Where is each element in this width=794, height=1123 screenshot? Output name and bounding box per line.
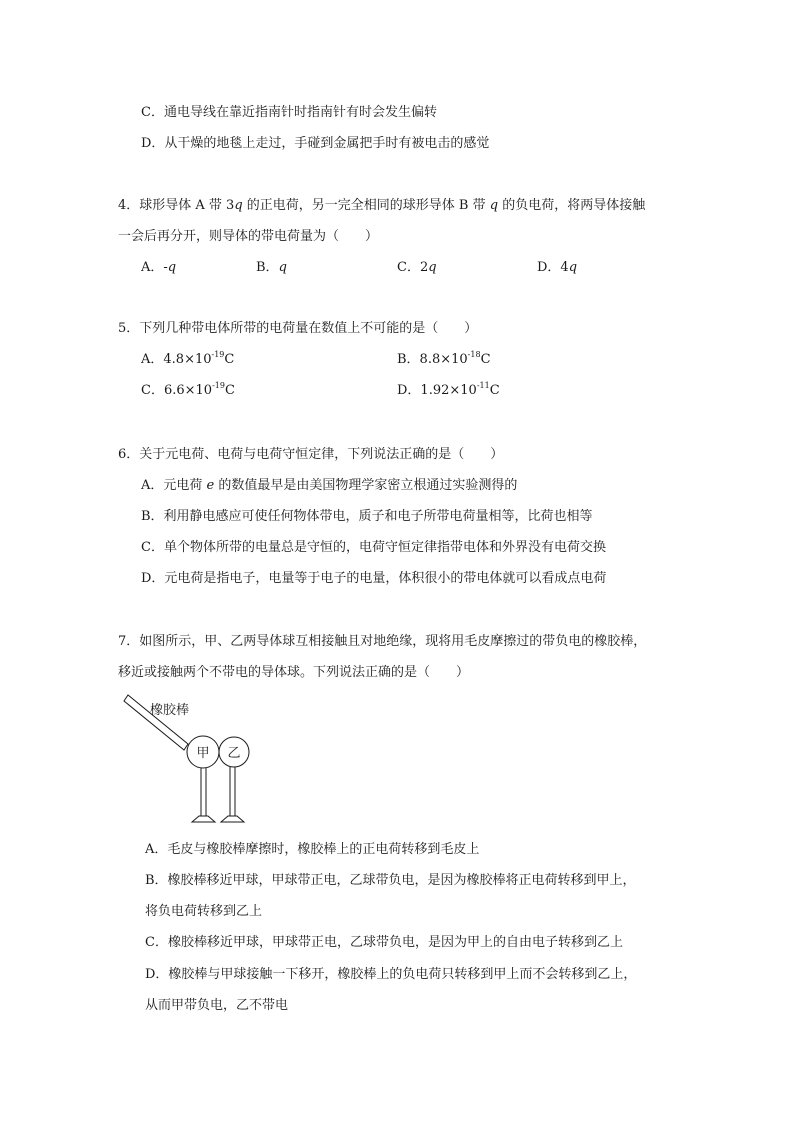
q6-option-b: B．利用静电感应可使任何物体带电，质子和电子所带电荷量相等，比荷也相等 [141, 509, 593, 524]
q7-option-d-line1: D．橡胶棒与甲球接触一下移开，橡胶棒上的负电荷只转移到甲上而不会转移到乙上， [145, 967, 637, 982]
q4-option-c: C．2q [397, 260, 437, 275]
ball-jia-label: 甲 [196, 746, 210, 761]
q7-stem-line2: 移近或接触两个不带电的导体球。下列说法正确的是（ ） [118, 665, 470, 680]
q4-stem-line1: 4．球形导体 A 带 3q 的正电荷，另一完全相同的球形导体 B 带 q 的负电荷，将两导体接触 [118, 198, 646, 213]
stand-base-yi [221, 816, 244, 822]
q6-stem: 6．关于元电荷、电荷与电荷守恒定律，下列说法正确的是（ ） [118, 447, 504, 462]
q3-option-d: D．从干燥的地毯上走过，手碰到金属把手时有被电击的感觉 [141, 136, 490, 151]
stand-base-jia [192, 816, 215, 822]
q7-option-d-line2: 从而甲带负电，乙不带电 [145, 998, 289, 1013]
q6-option-a: A．元电荷 e 的数值最早是由美国物理学家密立根通过实验测得的 [141, 478, 518, 493]
rod-label: 橡胶棒 [150, 703, 190, 718]
q4-option-b: B．q [256, 260, 287, 275]
q7-option-b-line2: 将负电荷转移到乙上 [145, 904, 263, 919]
q4-stem-line2: 一会后再分开，则导体的带电荷量为（ ） [118, 229, 379, 244]
q6-option-d: D．元电荷是指电子，电量等于电子的电量，体积很小的带电体就可以看成点电荷 [141, 571, 607, 586]
q5-option-b: B．$8.8\times 10^{-18}C$ [397, 349, 491, 367]
q6-option-c: C．单个物体所带的电量总是守恒的，电荷守恒定律指带电体和外界没有电荷交换 [141, 540, 606, 555]
q4-option-d: D．4q [537, 260, 578, 275]
rubber-rod-figure [118, 692, 268, 830]
q7-option-c: C．橡胶棒移近甲球，甲球带正电，乙球带负电，是因为甲上的自由电子转移到乙上 [145, 935, 623, 950]
q4-option-a: A．-q [141, 260, 177, 275]
q7-stem-line1: 7．如图所示，甲、乙两导体球互相接触且对地绝缘，现将用毛皮摩擦过的带负电的橡胶棒， [118, 634, 647, 649]
q7-option-a: A．毛皮与橡胶棒摩擦时，橡胶棒上的正电荷转移到毛皮上 [145, 842, 480, 857]
q5-option-a: A．$4.8\times 10^{-19}C$ [141, 349, 235, 367]
q5-stem: 5．下列几种带电体所带的电荷量在数值上不可能的是（ ） [118, 321, 478, 336]
ball-yi-label: 乙 [227, 746, 241, 761]
q7-option-b-line1: B．橡胶棒移近甲球，甲球带正电，乙球带负电，是因为橡胶棒将正电荷转移到甲上， [145, 873, 636, 888]
q3-option-c: C．通电导线在靠近指南针时指南针有时会发生偏转 [141, 105, 437, 120]
q5-option-c: C．$6.6\times 10^{-19}C$ [141, 380, 235, 398]
q5-option-d: D．$1.92\times 10^{-11}C$ [397, 380, 500, 398]
